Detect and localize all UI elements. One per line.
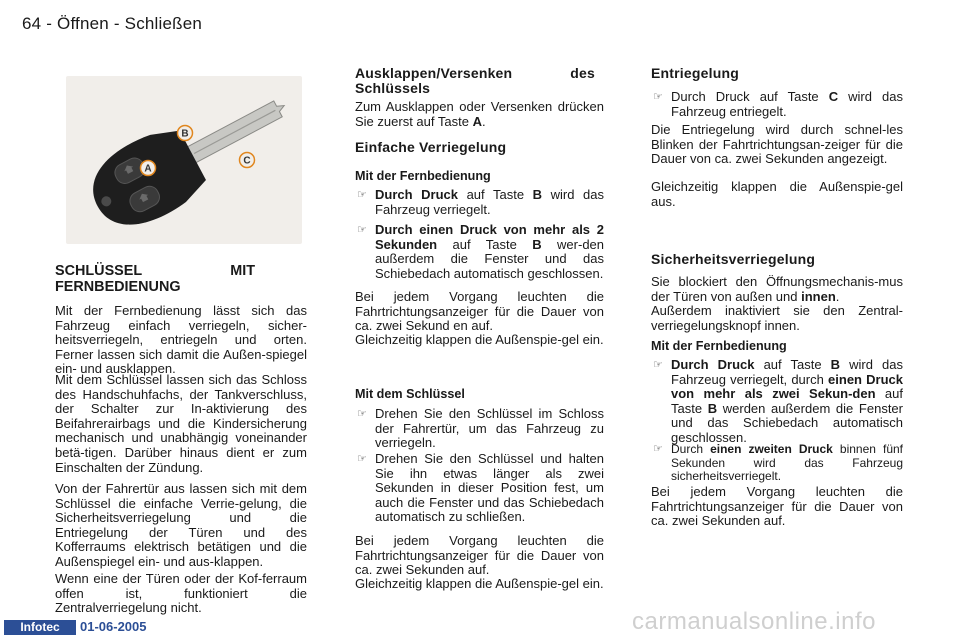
subheading-key: Mit dem Schlüssel xyxy=(355,387,465,401)
infotec-badge: Infotec xyxy=(4,620,76,635)
bold-text: einen Druck von mehr als zwei Sekun-den xyxy=(671,371,903,402)
heading-remote-key: SCHLÜSSEL MIT FERNBEDIENUNG xyxy=(55,263,255,295)
text: auf Taste xyxy=(437,236,533,252)
list-item-turn-key xyxy=(355,407,604,451)
fold-end: . xyxy=(481,113,486,129)
text: auf Taste xyxy=(671,386,903,416)
paragraph-mirrors-fold: Gleichzeitig klappen die Außenspie-gel ein. xyxy=(355,332,604,347)
text: auf Taste xyxy=(754,357,831,372)
text: wird das Fahrzeug verriegelt, durch xyxy=(671,357,903,387)
paragraph-mirrors-unfold: Gleichzeitig klappen die Außenspie-gel aus. xyxy=(651,179,903,209)
list-item-press-c xyxy=(651,90,903,119)
key-a-label: A xyxy=(472,113,482,129)
text: wird das Fahrzeug entriegelt. xyxy=(671,89,903,119)
footer-date: 01-06-2005 xyxy=(80,619,147,634)
heading-fold-key: Ausklappen/Versenken des Schlüssels xyxy=(355,65,595,96)
key-b-label: B xyxy=(707,400,718,416)
list-item-long-press-b xyxy=(355,223,604,281)
bold-text: einen zweiten Druck xyxy=(710,442,833,456)
paragraph-deadlock-desc xyxy=(651,275,903,304)
text: werden außerdem die Fenster und das Schiebedach automatisch geschlossen. xyxy=(671,400,903,445)
pointer-icon: ☞ xyxy=(357,453,367,465)
paragraph-central-button: Außerdem inaktiviert sie den Zentral-verriegelungsknopf innen. xyxy=(651,303,903,333)
paragraph-central-lock-note: Wenn eine der Türen oder der Kof-ferraum offen ist, funktioniert die Zentralverriegelung nicht. xyxy=(55,571,307,616)
key-b-label: B xyxy=(830,357,841,372)
list-item-deadlock-press-b xyxy=(651,358,903,446)
bold-text: Durch einen Druck von mehr als 2 Sekunden xyxy=(375,222,604,252)
remote-key-image xyxy=(66,76,302,244)
pointer-icon: ☞ xyxy=(357,224,367,236)
list-item-second-press xyxy=(651,443,903,484)
list-item-hold-key xyxy=(355,452,604,525)
text: Durch xyxy=(671,442,711,456)
heading-simple-lock: Einfache Verriegelung xyxy=(355,139,507,155)
text: Drehen Sie den Schlüssel und halten Sie ihn etwas länger als zwei Sekunden in dieser Position fest, um auch die Fenster und das Schiebedach automatisch zu schließen. xyxy=(375,451,604,525)
bold-text: Durch Druck xyxy=(671,357,755,372)
text: Durch Druck auf Taste xyxy=(671,89,829,104)
paragraph-intro: Mit der Fernbedienung lässt sich das Fahrzeug einfach verriegeln, sicher-heitsverriegeln, entriegeln und orten. Ferner lassen sich damit die Außen-spiegel ein- und ausklappen. xyxy=(55,303,307,377)
pointer-icon: ☞ xyxy=(357,408,367,420)
remote-key-illustration xyxy=(66,76,302,244)
paragraph-key-functions: Mit dem Schlüssel lassen sich das Schloss des Handschuhfachs, der Tankverschluss, der Schalter zur In-aktivierung des Beifahrerairbags und die Kindersicherung mechanisch und unabhängig voneinander betä-tigen. Darüber hinaus dient er zum Einschalten der Zündung. xyxy=(55,372,307,475)
label-c: C xyxy=(243,155,251,167)
pointer-icon: ☞ xyxy=(653,443,663,455)
page-title: 64 - Öffnen - Schließen xyxy=(22,14,203,33)
key-c-label: C xyxy=(828,89,839,104)
subheading-remote-deadlock: Mit der Fernbedienung xyxy=(651,339,787,353)
watermark: carmanualsonline.info xyxy=(632,608,876,635)
key-b-label: B xyxy=(532,236,542,252)
subheading-remote: Mit der Fernbedienung xyxy=(355,169,491,183)
label-b: B xyxy=(181,128,189,140)
fold-text: Zum Ausklappen oder Versenken drücken Sie zuerst auf Taste xyxy=(355,99,604,129)
key-b-label: B xyxy=(532,187,543,202)
bold-text: Durch Druck xyxy=(375,187,458,202)
paragraph-deadlock-indicators: Bei jedem Vorgang leuchten die Fahrtrichtungsanzeiger für die Dauer von ca. zwei Sekunden auf. xyxy=(651,484,903,529)
text: wird das Fahrzeug verriegelt. xyxy=(375,187,604,217)
text: auf Taste xyxy=(458,187,533,202)
paragraph-fold-key xyxy=(355,100,604,129)
text: Sie blockiert den Öffnungsmechanis-mus der Türen von außen und xyxy=(651,274,903,304)
pointer-icon: ☞ xyxy=(653,359,663,371)
heading-unlock: Entriegelung xyxy=(651,65,739,81)
paragraph-indicators-key: Bei jedem Vorgang leuchten die Fahrtrichtungsanzeiger für die Dauer von ca. zwei Sekunden auf. xyxy=(355,533,604,578)
paragraph-indicators: Bei jedem Vorgang leuchten die Fahrtrichtungsanzeiger für die Dauer von ca. zwei Sekund en auf. xyxy=(355,289,604,334)
text: wer-den außerdem die Fenster und das Schiebedach automatisch geschlossen. xyxy=(375,236,605,281)
text: . xyxy=(835,288,840,304)
paragraph-mirrors-fold-key: Gleichzeitig klappen die Außenspie-gel ein. xyxy=(355,576,604,591)
text: Drehen Sie den Schlüssel im Schloss der Fahrertür, um das Fahrzeug zu verriegeln. xyxy=(375,406,604,451)
bold-text: innen xyxy=(801,288,836,304)
list-item-press-b xyxy=(355,188,604,217)
paragraph-unlock-indicators: Die Entriegelung wird durch schnel-les Blinken der Fahrtrichtungsan-zeiger für die Dauer von ca. zwei Sekunden angezeigt. xyxy=(651,122,903,167)
label-a: A xyxy=(144,163,152,175)
pointer-icon: ☞ xyxy=(357,189,367,201)
text: binnen fünf Sekunden wird das Fahrzeug sicherheitsverriegelt. xyxy=(671,442,904,483)
paragraph-driver-door: Von der Fahrertür aus lassen sich mit dem Schlüssel die einfache Verrie-gelung, die Sicherheitsverriegelung und die Entriegelung der Türen und des Kofferraums elektrisch betätigen und die Außenspiegel ein- und aus-klappen. xyxy=(55,481,307,569)
heading-deadlock: Sicherheitsverriegelung xyxy=(651,251,816,267)
pointer-icon: ☞ xyxy=(653,91,663,103)
